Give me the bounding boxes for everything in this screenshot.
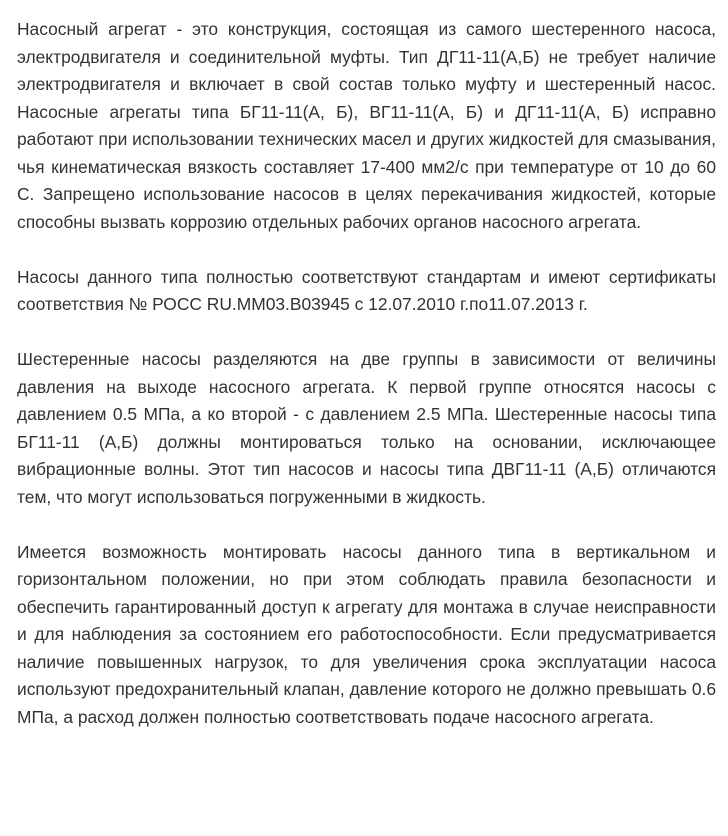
paragraph-pump-unit-description: Насосный агрегат - это конструкция, состоящая из самого шестеренного насоса, электродвигателя и соединительной муфты. Тип ДГ11-11(А,Б) не требует наличие электродвигателя и включает в свой состав только муфту и шестеренный насос. Насосные агрегаты типа БГ11-11(А, Б), ВГ11-11(А, Б) и ДГ11-11(А, Б) исправно работают при использовании технических масел и других жидкостей для смазывания, чья кинематическая вязкость составляет 17-400 мм2/с при температуре от 10 до 60 С. Запрещено использование насосов в целях перекачивания жидкостей, которые способны вызвать коррозию отдельных рабочих органов насосного агрегата. <box>17 19 716 232</box>
paragraph-certificates: Насосы данного типа полностью соответствуют стандартам и имеют сертификаты соответствия № РОСС RU.ММ03.В03945 с 12.07.2010 г.по11.07.2013 г. <box>17 266 716 314</box>
paragraph-mounting: Имеется возможность монтировать насосы данного типа в вертикальном и горизонтальном положении, но при этом соблюдать правила безопасности и обеспечить гарантированный доступ к агрегату для монтажа в случае неисправности и для наблюдения за состоянием его работоспособности. Если предусматривается наличие повышенных нагрузок, то для увеличения срока эксплуатации насоса используют предохранительный клапан, давление которого не должно превышать 0.6 МПа, а расход должен полностью соответствовать подаче насосного агрегата. <box>17 541 716 727</box>
paragraph-pump-groups: Шестеренные насосы разделяются на две группы в зависимости от величины давления на выходе насосного агрегата. К первой группе относятся насосы с давлением 0.5 МПа, а ко второй - с давлением 2.5 МПа. Шестеренные насосы типа БГ11-11 (А,Б) должны монтироваться только на основании, исключающее вибрационные волны. Этот тип насосов и насосы типа ДВГ11-11 (А,Б) отличаются тем, что могут использоваться погруженными в жидкость. <box>17 349 716 507</box>
